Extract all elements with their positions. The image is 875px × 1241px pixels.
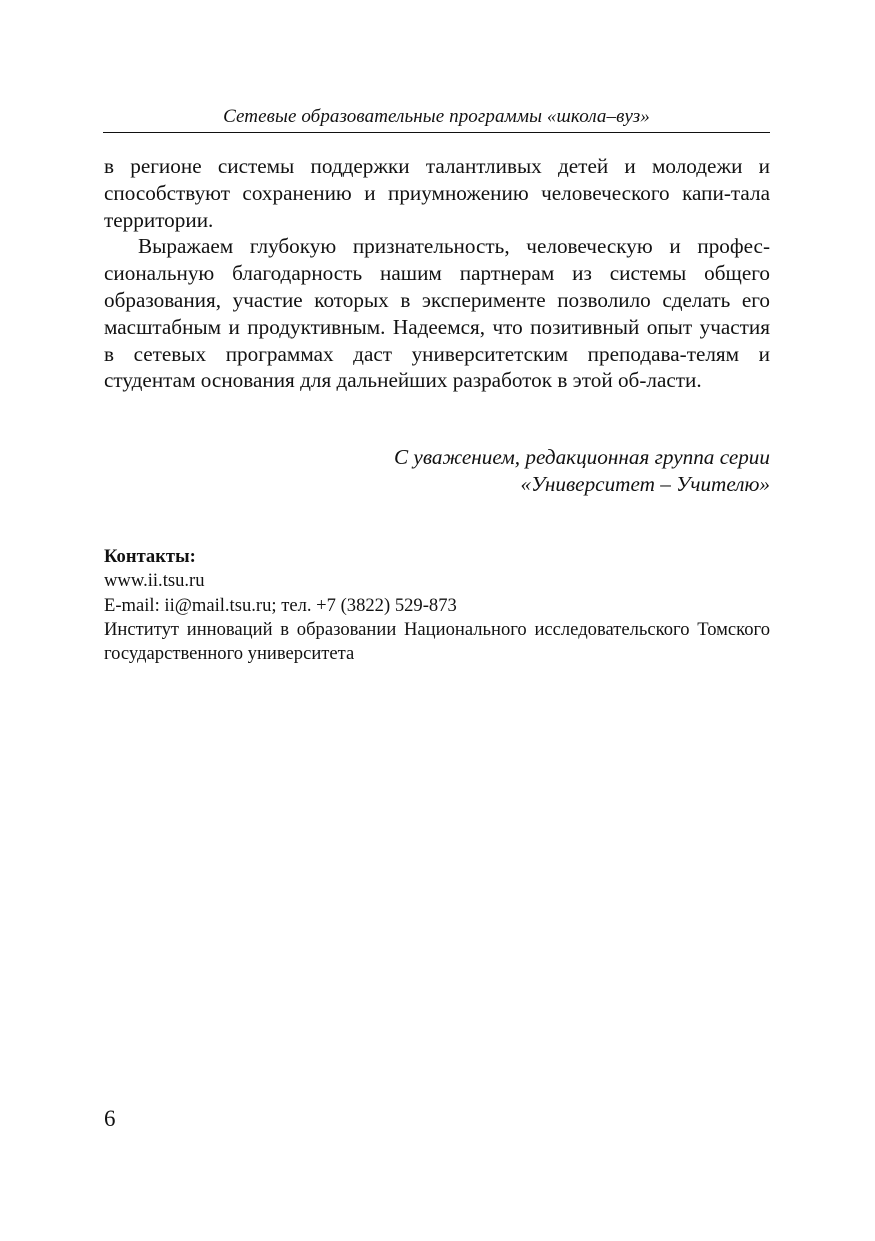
signature-line-2: «Университет – Учителю»: [520, 472, 770, 496]
signature: [104, 444, 770, 498]
contacts-website: www.ii.tsu.ru: [104, 570, 205, 592]
contacts-title: Контакты:: [104, 546, 196, 567]
paragraph-acknowledgement: Выражаем глубокую признательность, человеческую и профес-сиональную благодарность нашим партнерам из системы общего образования, участие которых в эксперименте позволило сделать его масштабным и продуктивным. Надеемся, что позитивный опыт участия в сетевых программах даст университетским преподава-телям и студентам основания для дальнейших разработок в этой об-ласти.: [104, 234, 770, 393]
running-header: Сетевые образовательные программы «школа–вуз»: [223, 106, 650, 127]
contacts-email-phone: E-mail: ii@mail.tsu.ru; тел. +7 (3822) 529-873: [104, 594, 457, 616]
page-number: 6: [104, 1106, 116, 1131]
signature-line-1: С уважением, редакционная группа серии: [393, 445, 770, 469]
body-text: [104, 153, 770, 394]
paragraph-continuation: в регионе системы поддержки талантливых детей и молодежи и способствуют сохранению и приумножению человеческого капи-тала территории.: [104, 154, 770, 232]
contacts-block: [104, 545, 770, 666]
contacts-institution: Институт инноваций в образовании Национального исследовательского Томского государственного университета: [104, 618, 770, 665]
header-rule: [103, 132, 770, 133]
